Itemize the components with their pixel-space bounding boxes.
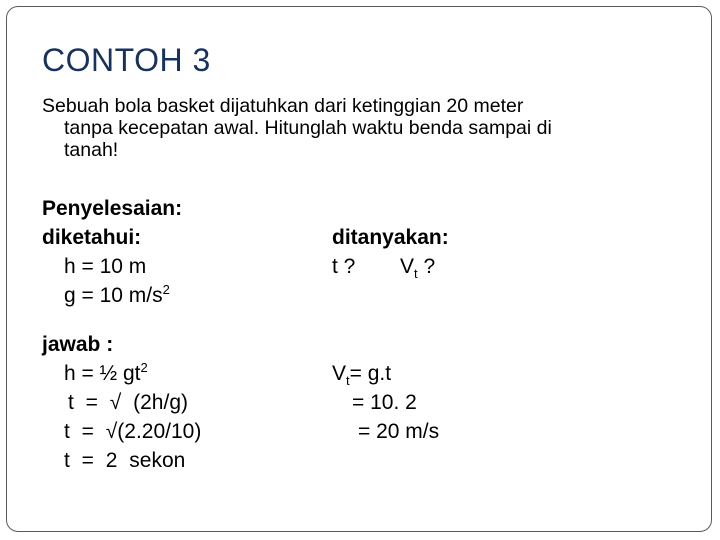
calc-line-2: = 10. 2 [352, 391, 417, 414]
calc-line-1 [332, 359, 391, 388]
asked-t: t ? [332, 255, 356, 278]
asked-v-subscript: t [414, 266, 418, 281]
solution-heading: Penyelesaian: [42, 197, 183, 220]
known-heading: diketahui: [42, 226, 142, 249]
g-value-text: g = 10 m/s [64, 284, 163, 307]
problem-line-1: Sebuah bola basket dijatuhkan dari ketinggian 20 meter [42, 95, 524, 117]
asked-heading: ditanyakan: [332, 226, 449, 249]
asked-v-question: ? [423, 255, 436, 278]
equation-1 [64, 359, 148, 388]
problem-line-2: tanpa kecepatan awal. Hitunglah waktu benda sampai di [64, 117, 552, 139]
problem-line-3: tanah! [64, 139, 119, 161]
asked-v-symbol: V [400, 255, 415, 278]
equation-4: t = 2 sekon [64, 449, 186, 472]
g-exponent: 2 [162, 282, 170, 297]
equation-1-text: h = ½ gt [64, 362, 141, 385]
calc-line-3: = 20 m/s [358, 420, 440, 443]
equation-1-exponent: 2 [140, 360, 148, 375]
problem-statement [42, 95, 682, 161]
slide-title: CONTOH 3 [42, 42, 211, 78]
calc-v-subscript: t [346, 373, 350, 388]
known-h-value: h = 10 m [64, 255, 147, 278]
asked-v [400, 252, 435, 281]
calc-line-1-rest: = g.t [349, 362, 392, 385]
equation-2: t = √ (2h/g) [68, 391, 188, 414]
known-g-value [64, 281, 170, 310]
calc-v-symbol: V [332, 362, 347, 385]
equation-3: t = √(2.20/10) [64, 420, 202, 443]
answer-heading: jawab : [42, 333, 114, 356]
